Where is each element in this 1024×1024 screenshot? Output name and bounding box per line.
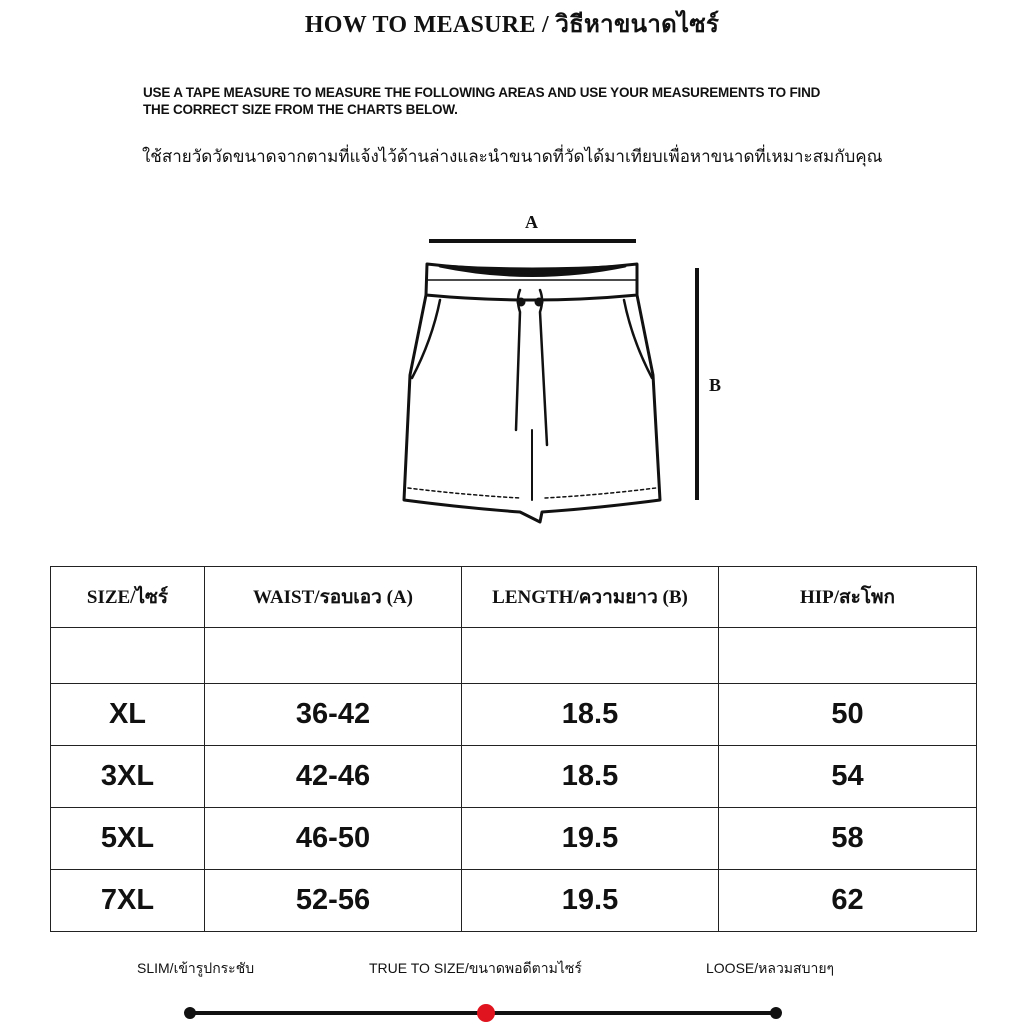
header-size: SIZE/ไซร์ [51,567,205,628]
length-cell: 18.5 [462,746,719,808]
hip-cell: 50 [719,684,977,746]
instructions-english [143,84,903,118]
table-row [51,808,977,870]
instructions-english-line-1: USE A TAPE MEASURE TO MEASURE THE FOLLOWING AREAS AND USE YOUR MEASUREMENTS TO FIND [143,85,821,100]
waist-cell: 52-56 [205,870,462,932]
header-waist: WAIST/รอบเอว (A) [205,567,462,628]
fit-scale-slim-dot [184,1007,196,1019]
hip-cell: 62 [719,870,977,932]
hip-cell: 54 [719,746,977,808]
fit-scale [180,1000,790,1024]
shorts-drawing [404,264,660,522]
table-row [51,684,977,746]
length-cell: 18.5 [462,684,719,746]
waist-cell: 46-50 [205,808,462,870]
fit-true-label: TRUE TO SIZE/ขนาดพอดีตามไซร์ [369,960,582,976]
table-blank-row [51,628,977,684]
size-chart-table [50,566,977,932]
waist-cell: 36-42 [205,684,462,746]
size-cell: XL [51,684,205,746]
size-cell: 3XL [51,746,205,808]
header-length: LENGTH/ความยาว (B) [462,567,719,628]
instructions-english-line-2: THE CORRECT SIZE FROM THE CHARTS BELOW. [143,102,458,117]
header-hip: HIP/สะโพก [719,567,977,628]
fit-slim-label: SLIM/เข้ารูปกระชับ [137,960,255,976]
measure-b-label: B [709,375,722,395]
instructions-thai: ใช้สายวัดวัดขนาดจากตามที่แจ้งไว้ด้านล่างและนำขนาดที่วัดได้มาเทียบเพื่อหาขนาดที่เหมาะสมกับคุณ [142,147,883,167]
measure-a-label: A [525,212,538,232]
size-cell: 7XL [51,870,205,932]
fit-selected-marker [477,1004,495,1022]
page-title: HOW TO MEASURE / วิธีหาขนาดไซร์ [304,12,720,38]
table-row [51,746,977,808]
fit-scale-loose-dot [770,1007,782,1019]
hip-cell: 58 [719,808,977,870]
length-cell: 19.5 [462,870,719,932]
size-cell: 5XL [51,808,205,870]
length-cell: 19.5 [462,808,719,870]
waist-cell: 42-46 [205,746,462,808]
table-row [51,870,977,932]
shorts-icon [380,205,720,535]
table-header-row [51,567,977,628]
fit-loose-label: LOOSE/หลวมสบายๆ [706,960,835,976]
